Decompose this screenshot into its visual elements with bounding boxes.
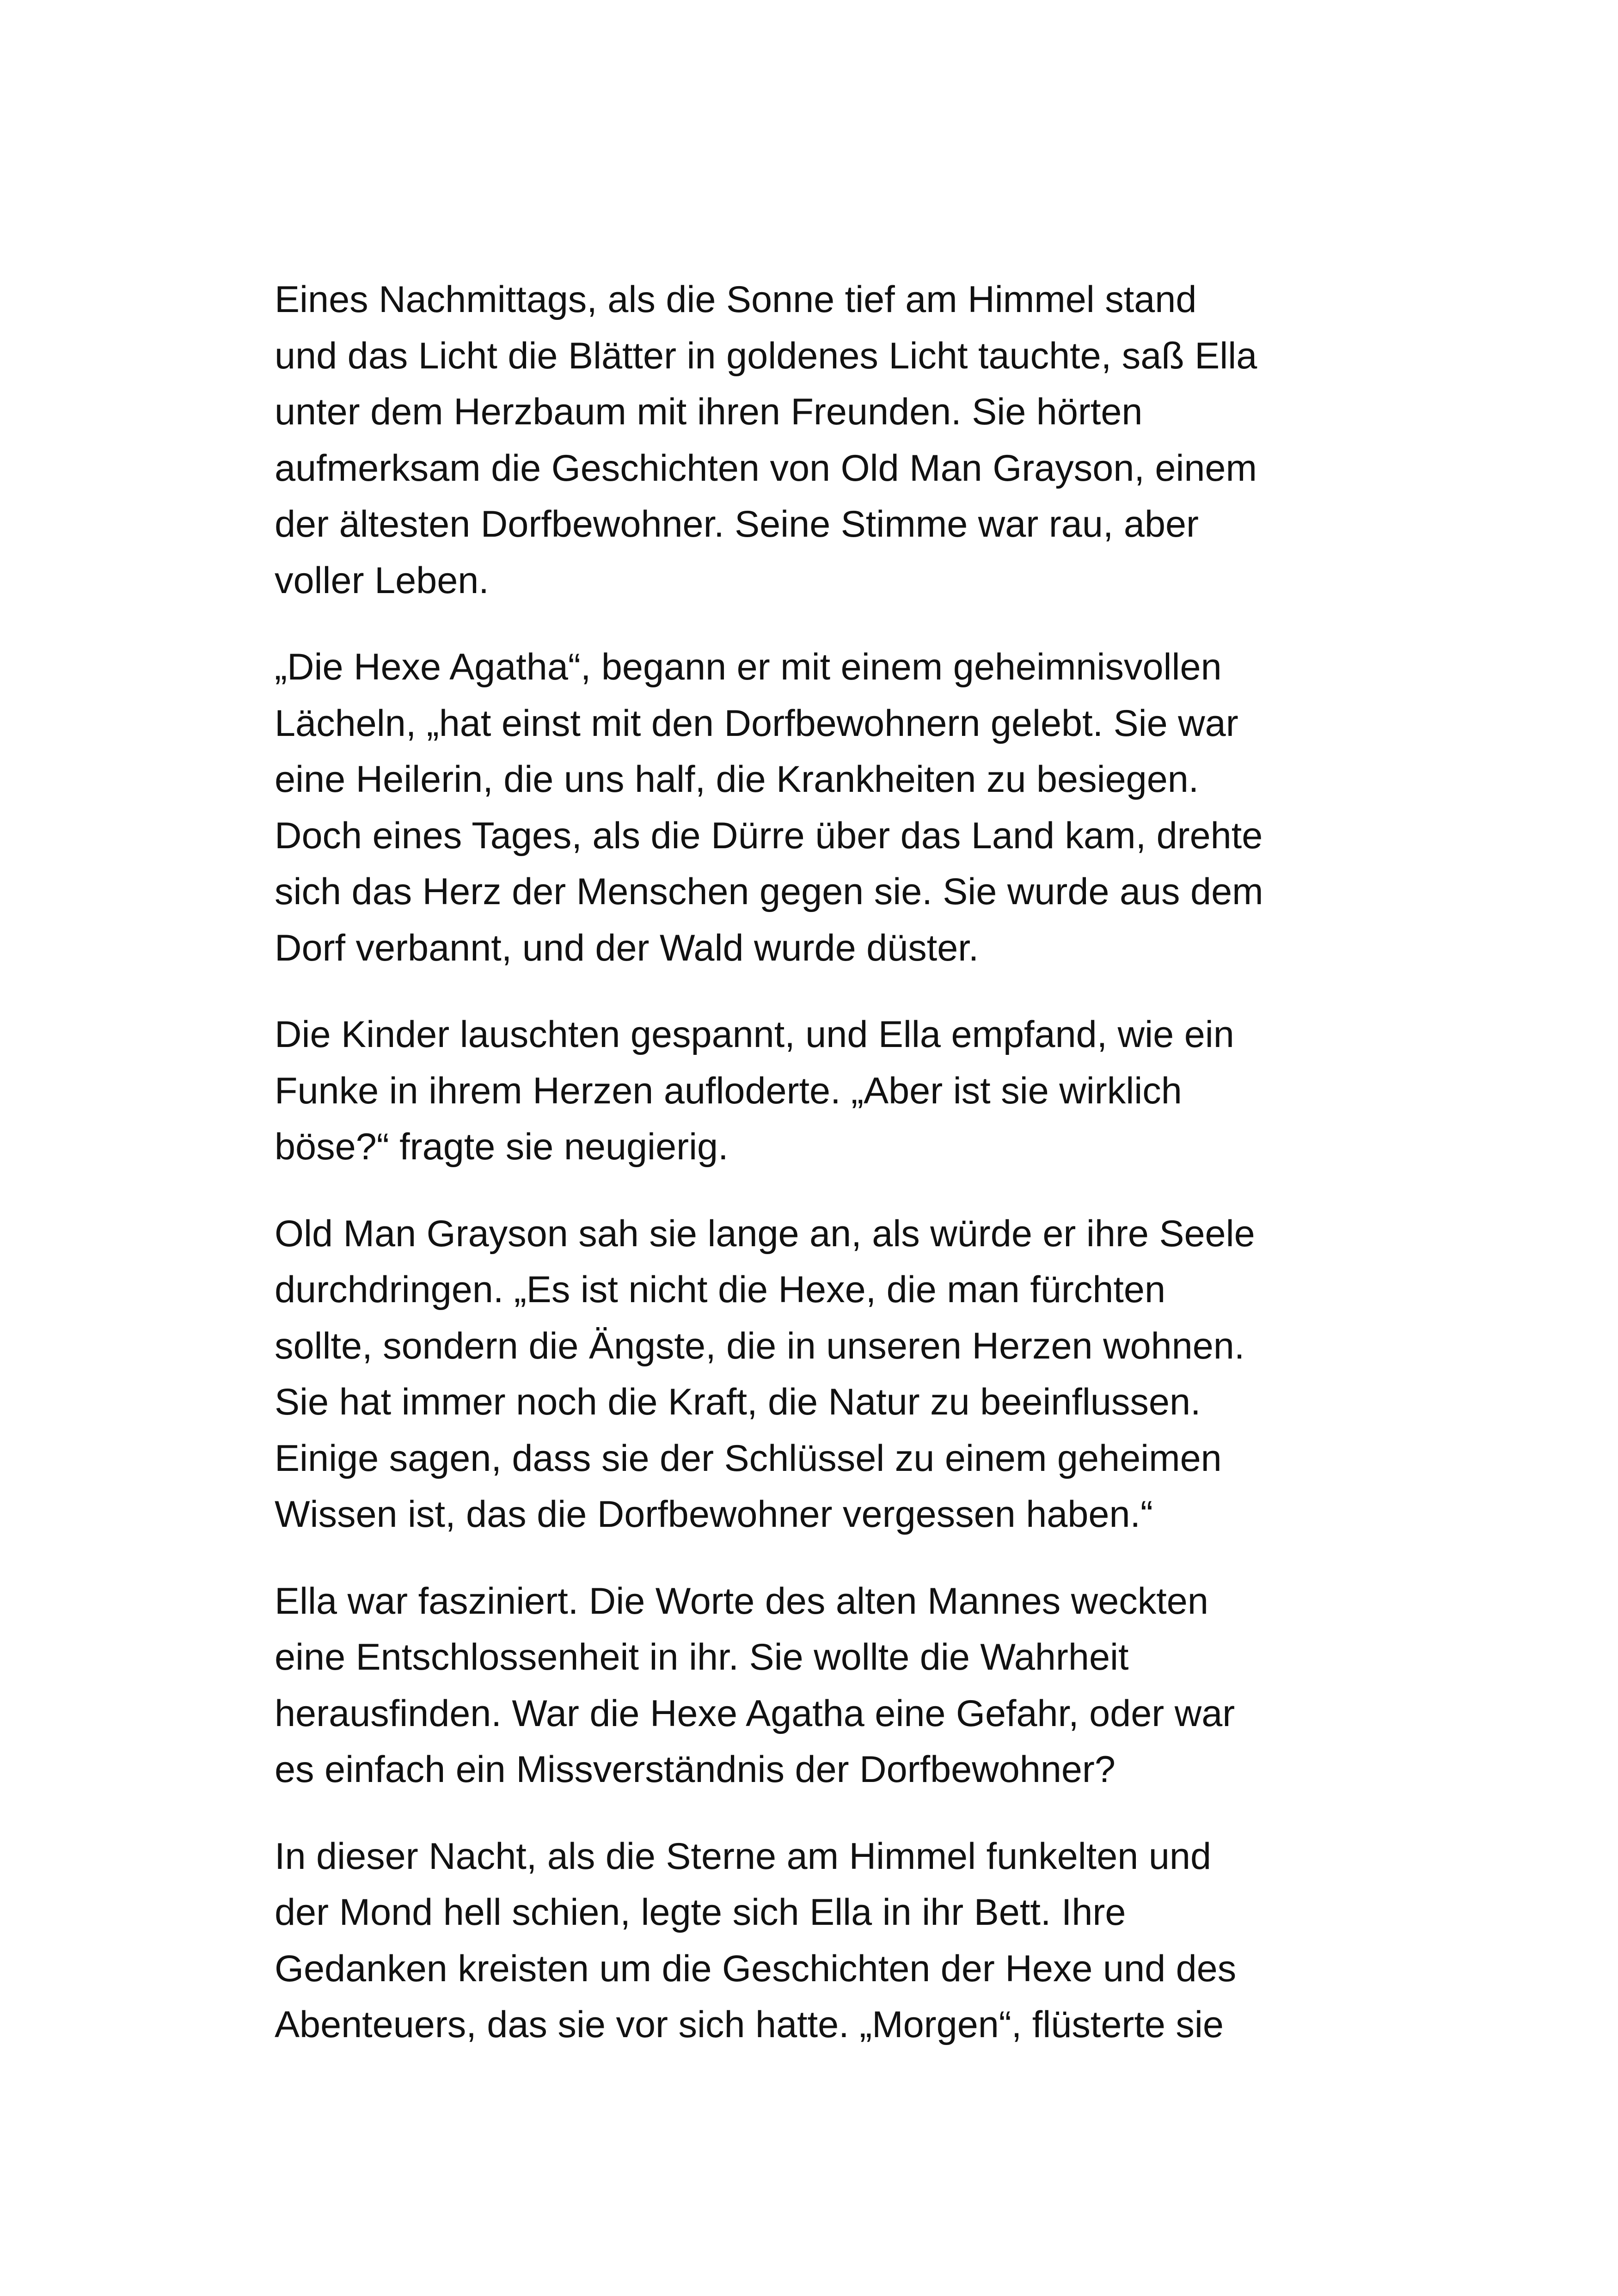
text-line: „Die Hexe Agatha“, begann er mit einem geheimnisvollen (275, 646, 1222, 688)
text-line: Dorf verbannt, und der Wald wurde düster. (275, 927, 979, 969)
text-line: unter dem Herzbaum mit ihren Freunden. Sie hörten (275, 391, 1143, 433)
text-line: Sie hat immer noch die Kraft, die Natur zu beeinflussen. (275, 1381, 1201, 1423)
text-line: Die Kinder lauschten gespannt, und Ella empfand, wie ein (275, 1014, 1234, 1055)
text-line: Einige sagen, dass sie der Schlüssel zu einem geheimen (275, 1437, 1222, 1479)
text-line: böse?“ fragte sie neugierig. (275, 1126, 729, 1168)
text-line: aufmerksam die Geschichten von Old Man Grayson, einem (275, 447, 1257, 489)
text-line: voller Leben. (275, 559, 489, 601)
text-line: In dieser Nacht, als die Sterne am Himmel funkelten und (275, 1835, 1211, 1877)
text-line: Funke in ihrem Herzen aufloderte. „Aber ist sie wirklich (275, 1070, 1182, 1112)
paragraph-3 (275, 1007, 1384, 1176)
text-line: eine Heilerin, die uns half, die Krankheiten zu besiegen. (275, 759, 1199, 800)
story-text (275, 272, 1384, 2084)
paragraph-5 (275, 1574, 1384, 1798)
text-line: und das Licht die Blätter in goldenes Licht tauchte, saß Ella (275, 335, 1257, 377)
text-line: es einfach ein Missverständnis der Dorfbewohner? (275, 1749, 1115, 1790)
text-line: herausfinden. War die Hexe Agatha eine Gefahr, oder war (275, 1692, 1235, 1734)
text-line: durchdringen. „Es ist nicht die Hexe, die man fürchten (275, 1269, 1165, 1310)
text-line: Lächeln, „hat einst mit den Dorfbewohnern gelebt. Sie war (275, 702, 1238, 744)
text-line: Abenteuers, das sie vor sich hatte. „Morgen“, flüsterte sie (275, 2004, 1224, 2045)
paragraph-1 (275, 272, 1384, 609)
text-line: Wissen ist, das die Dorfbewohner vergessen haben.“ (275, 1494, 1153, 1535)
text-line: Doch eines Tages, als die Dürre über das Land kam, drehte (275, 814, 1263, 857)
text-line: Old Man Grayson sah sie lange an, als würde er ihre Seele (275, 1212, 1255, 1255)
text-line: Gedanken kreisten um die Geschichten der Hexe und des (275, 1947, 1237, 1990)
paragraph-4 (275, 1206, 1384, 1543)
text-line: Eines Nachmittags, als die Sonne tief am Himmel stand (275, 279, 1197, 320)
text-line: Ella war fasziniert. Die Worte des alten Mannes weckten (275, 1580, 1208, 1622)
text-line: sich das Herz der Menschen gegen sie. Sie wurde aus dem (275, 871, 1263, 912)
text-line: der ältesten Dorfbewohner. Seine Stimme war rau, aber (275, 503, 1199, 545)
paragraph-6 (275, 1829, 1384, 2053)
text-line: sollte, sondern die Ängste, die in unseren Herzen wohnen. (275, 1325, 1245, 1367)
text-line: der Mond hell schien, legte sich Ella in ihr Bett. Ihre (275, 1892, 1126, 1933)
text-line: eine Entschlossenheit in ihr. Sie wollte die Wahrheit (275, 1636, 1129, 1678)
paragraph-2 (275, 639, 1384, 976)
